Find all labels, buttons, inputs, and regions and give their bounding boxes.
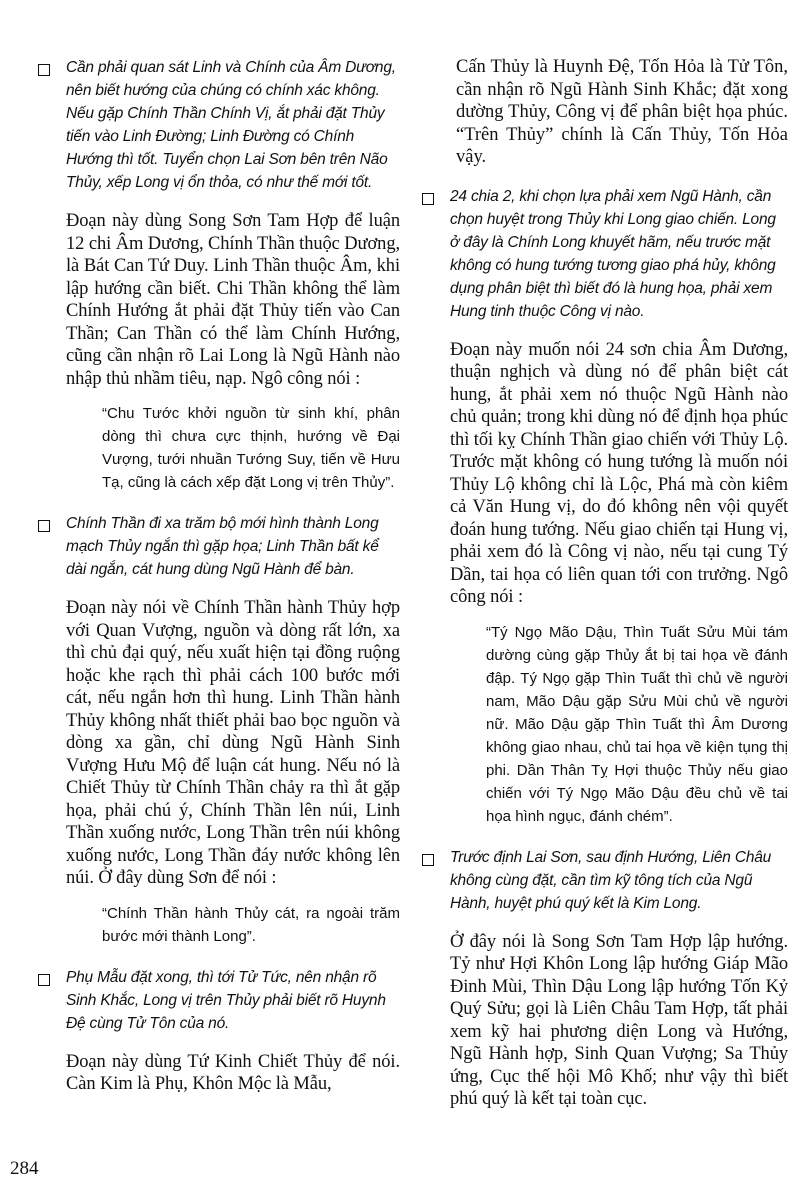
bullet-text: Cần phải quan sát Linh và Chính của Âm Dương, nên biết hướng của chúng có chính xác không. Nếu gặp Chính Thần Chính Vị, ắt phải đặt Thủy tiến vào Linh Đường; Linh Đường có Chính Hướng thì tốt. Tuyển chọn Lai Sơn bên trên Não Thủy, xếp Long vị ổn thỏa, có như thế mới tốt. — [66, 59, 396, 191]
checkbox-bullet-icon — [422, 854, 434, 866]
bullet-text: Trước định Lai Sơn, sau định Hướng, Liên Châu không cùng đặt, cần tìm kỹ tông tích của Ngũ Hành, huyệt phú quý kết là Kim Long. — [450, 848, 772, 912]
left-column — [38, 56, 400, 1108]
bullet-text: Chính Thần đi xa trăm bộ mới hình thành Long mạch Thủy ngắn thì gặp họa; Linh Thần bất kể dài ngắn, cát hung dùng Ngũ Hành để bàn. — [66, 515, 379, 578]
bullet-text: Phụ Mẫu đặt xong, thì tới Tử Tức, nên nhận rõ Sinh Khắc, Long vị trên Thủy phải biết rõ Huynh Đệ cùng Tử Tôn của nó. — [66, 968, 386, 1032]
right-column — [422, 56, 788, 1123]
page-number: 284 — [10, 1158, 39, 1179]
bullet-item — [422, 185, 788, 323]
bullet-item — [38, 512, 400, 581]
body-paragraph: Đoạn này nói về Chính Thần hành Thủy hợp với Quan Vượng, nguồn và dòng rất lớn, xa thì chủ đại quý, nếu xuất hiện tại đồng ruộng hoặc khe rạch thì phải cách 100 bước mới cát, nếu ngắn hơn thì hung. Linh Thần hành Thủy không nhất thiết phải bao bọc nguồn và dòng xa gần, chỉ dùng Ngũ Hành Sinh Vượng Hưu Mộ để luận cát hung. Nếu nó là Chiết Thủy từ Chính Thần chảy ra thì ắt gặp họa, phải chú ý, Chính Thần lên núi, Linh Thần xuống nước, Long Thần trên núi không xuống nước, Long Thần đáy nước không lên núi. Ở đây dùng Sơn để nói : — [66, 598, 400, 888]
bullet-item — [422, 846, 788, 915]
body-paragraph: Đoạn này dùng Tứ Kinh Chiết Thủy để nói. Càn Kim là Phụ, Khôn Mộc là Mẫu, — [66, 1051, 400, 1094]
body-paragraph: Cấn Thủy là Huynh Đệ, Tốn Hỏa là Tử Tôn, cần nhận rõ Ngũ Hành Sinh Khắc; đặt xong dường Thủy, Công vị để phân biệt họa phúc. “Trên Thủy” chính là Cấn Thủy, Tốn Hỏa vậy. — [456, 57, 788, 167]
body-paragraph: Ở đây nói là Song Sơn Tam Hợp lập hướng. Tỷ như Hợi Khôn Long lập hướng Giáp Mão Đinh Mùi, Thìn Dậu Long lập hướng Tốn Kỷ Quý Sửu; gọi là Liên Châu Tam Hợp, tất phải xem kỹ hai phương diện Long và Hướng, Ngũ Hành hợp, Sinh Quan Vượng; Sa Thủy ứng, Cục thế hội Mô Khố; như vậy thì biết phú quý là kết tại toàn cục. — [450, 931, 788, 1109]
quotation: “Chính Thần hành Thủy cát, ra ngoài trăm bước mới thành Long”. — [102, 904, 400, 945]
body-paragraph: Đoạn này muốn nói 24 sơn chia Âm Dương, thuận nghịch và dùng nó để phân biệt cát hung, ắt phải xem nó thuộc Ngũ Hành nào chủ quản; trong khi dùng nó để định họa phúc thì tối kỵ Chính Thần giao chiến với Thủy Lộ. Trước mặt không có hung tướng là muốn nói Thủy Lộ không chỉ là Lộc, Phá mà còn kiêm cả Văn Hung vị, do đó không nên vội quyết đoán hung tướng. Nếu giao chiến tại Hung vị, phải xem đó là Công vị nào, nếu tại cung Tý Dần, tai họa có liên quan tới con trưởng. Ngô công nói : — [450, 339, 788, 607]
quotation: “Chu Tước khởi nguồn từ sinh khí, phân dòng thì chưa cực thịnh, hướng về Đại Vượng, tưới nhuần Tướng Suy, tiến về Hưu Tạ, cũng là cách xếp đặt Long vị trên Thủy”. — [102, 405, 400, 491]
checkbox-bullet-icon — [38, 974, 50, 986]
quotation: “Tý Ngọ Mão Dậu, Thìn Tuất Sửu Mùi tám dường cùng gặp Thủy ắt bị tai họa về đánh đập. Tý Ngọ gặp Thìn Tuất thì chủ về người nam, Mão Dậu gặp Sửu Mùi chủ về người nữ. Mão Dậu gặp Thìn Tuất thì Âm Dương không giao nhau, chủ tai họa về kiện tụng thị phi. Dần Thân Tỵ Hợi thuộc Thủy nếu giao chiến với Tý Ngọ Mão Dậu đều chủ về tai họa hình ngục, đánh chém”. — [486, 623, 788, 825]
body-paragraph: Đoạn này dùng Song Sơn Tam Hợp để luận 12 chi Âm Dương, Chính Thần thuộc Dương, là Bát Can Tứ Duy. Linh Thần thuộc Âm, khi lập hướng cần biết. Chi Thần không thể làm Chính Hướng ắt phải đặt Thủy tiến vào Can Thần; Can Thần có thể làm Chính Hướng, cũng cần nhận rõ Lai Long là Ngũ Hành nào nhập thủ nhầm tiêu, nạp. Ngô công nói : — [66, 211, 400, 389]
bullet-text: 24 chia 2, khi chọn lựa phải xem Ngũ Hành, cần chọn huyệt trong Thủy khi Long giao chiến. Long ở đây là Chính Long khuyết hãm, nếu trước mặt không có hung tướng tương giao phá hủy, không dụng phân biệt thì biết đó là hung họa, phải xem Hung tinh thuộc Công vị nào. — [450, 187, 776, 320]
checkbox-bullet-icon — [422, 193, 434, 205]
bullet-item — [38, 966, 400, 1035]
bullet-item — [38, 56, 400, 194]
checkbox-bullet-icon — [38, 64, 50, 76]
checkbox-bullet-icon — [38, 520, 50, 532]
